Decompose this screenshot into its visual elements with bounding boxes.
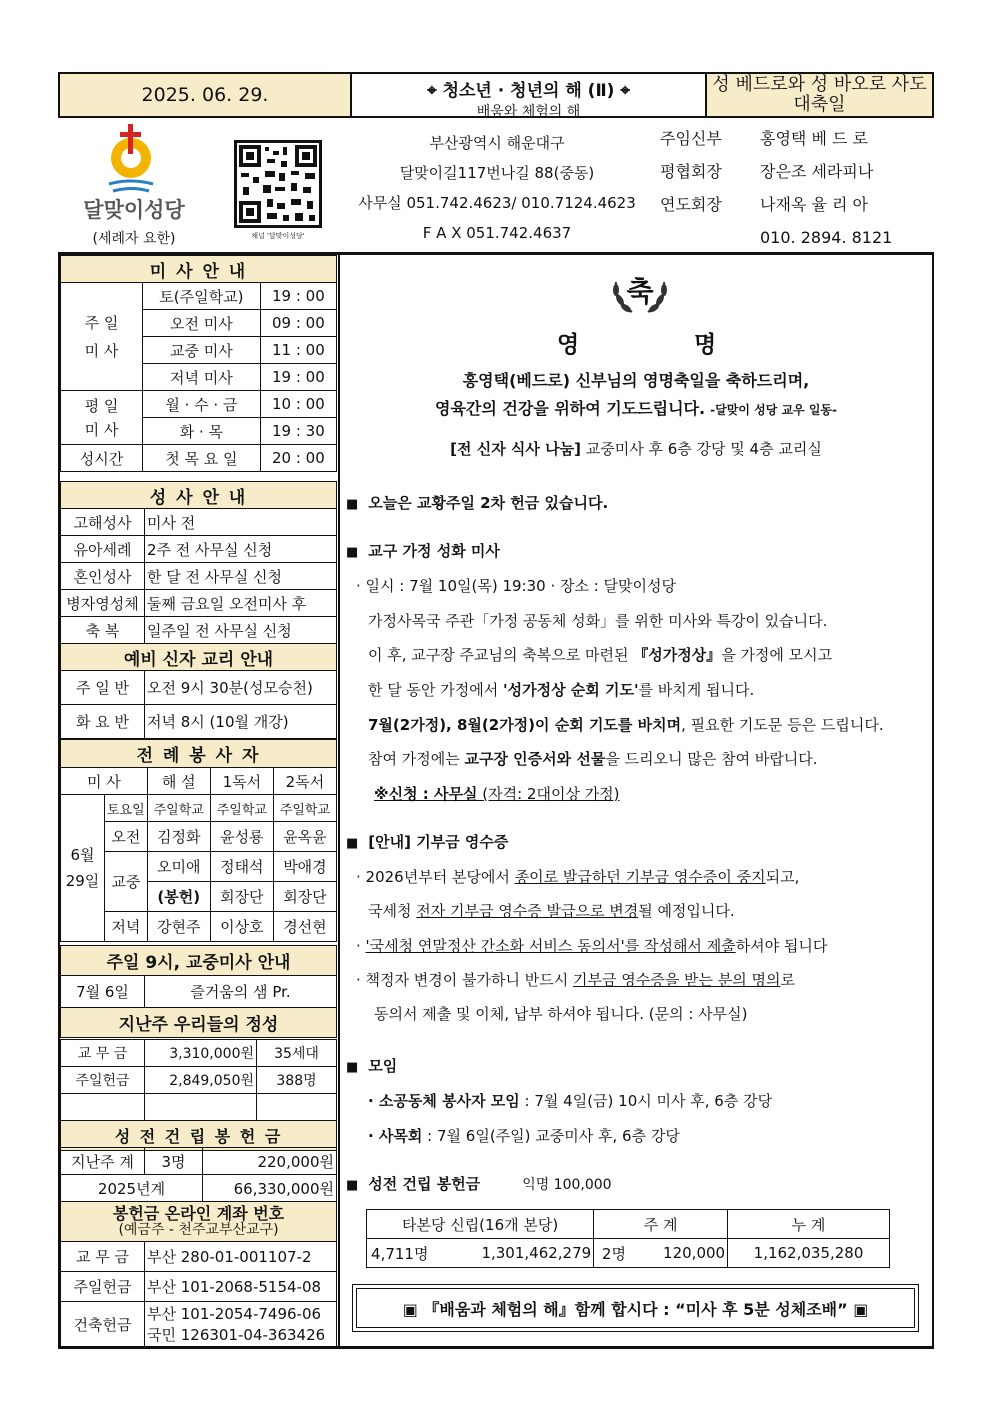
liturgy-table [60, 739, 337, 942]
fax-number: F A X 051.742.4637 [422, 224, 572, 242]
liturgy-person: 회장단 [210, 882, 273, 912]
notice-building-fund: ■ 성전 건립 봉헌금 익명 100,000 [346, 1175, 612, 1193]
offering-name: 주일헌금 [61, 1067, 145, 1094]
holy-hour-day: 첫 목 요 일 [143, 445, 261, 472]
mass-time: 10 : 00 [260, 391, 336, 418]
feast-title: 성 베드로와 성 바오로 사도 대축일 [712, 74, 927, 115]
notice-family-mass: ■ 교구 가정 성화 미사 [346, 542, 500, 560]
account-name: 교 무 금 [61, 1242, 145, 1272]
mass-name: 토(주일학교) [143, 283, 261, 310]
account-number: 국민 126301-04-363426 [147, 1325, 326, 1344]
chuk-char: 축 [626, 275, 654, 308]
notice-receipt: ■ [안내] 기부금 영수증 [346, 833, 509, 851]
fund-count: 2명 [594, 1239, 634, 1268]
liturgy-person: 오미애 [147, 852, 210, 882]
fund-count: 4,711명 [367, 1239, 433, 1268]
mass-name: 오전 미사 [143, 310, 261, 337]
sacrament-name: 혼인성사 [61, 563, 145, 590]
building-last-amount: 220,000원 [203, 1148, 337, 1175]
catechism-class: 화 요 반 [61, 705, 145, 739]
liturgy-person: 주일학교 [273, 795, 336, 822]
parish-address [352, 128, 642, 248]
offering-table [60, 1039, 337, 1151]
holy-hour-label: 성시간 [61, 445, 143, 472]
liturgy-person: 주일학교 [210, 795, 273, 822]
meeting-item: · 소공동체 봉사자 모임 : 7월 4일(금) 10시 미사 후, 6층 강당 [368, 1092, 773, 1110]
sacrament-info: 미사 전 [145, 509, 337, 536]
staff-phone: 010. 2894. 8121 [760, 228, 893, 247]
receipt-desc: 동의서 제출 및 이체, 납부 하셔야 됩니다. (문의 : 사무실) [374, 1005, 748, 1023]
offering-name: 교 무 금 [61, 1040, 145, 1067]
footer-banner [352, 1284, 919, 1332]
building-year-label: 2025년계 [61, 1175, 203, 1202]
building-title: 성 전 건 립 봉 헌 금 [61, 1121, 337, 1151]
building-last-count: 3명 [145, 1148, 203, 1175]
offering-count: 388명 [257, 1067, 337, 1094]
receipt-desc: · 2026년부터 본당에서 종이로 발급하던 기부금 영수증이 중지되고, [356, 868, 800, 886]
address-line2: 달맞이길117번나길 88(중동) [399, 164, 595, 182]
family-mass-desc: 한 달 동안 가정에서 '성가정상 순회 기도'를 바치게 됩니다. [368, 681, 755, 699]
account-number: 부산 280-01-001107-2 [145, 1242, 337, 1272]
family-mass-desc: 이 후, 교구장 주교님의 축복으로 마련된 『성가정상』을 가정에 모시고 [368, 646, 833, 664]
holy-hour-time: 20 : 00 [260, 445, 336, 472]
celebration-emblem [606, 268, 674, 316]
offering-amount: 2,849,050원 [145, 1067, 257, 1094]
nine-mass-title: 주일 9시, 교중미사 안내 [61, 946, 337, 976]
staff-row: 연도회장 나재옥 율 리 아 [660, 195, 868, 214]
liturgy-head: 2독서 [273, 768, 336, 795]
sacrament-name: 고해성사 [61, 509, 145, 536]
family-mass-desc: 가정사목국 주관「가정 공동체 성화」를 위한 미사와 특강이 있습니다. [368, 612, 828, 630]
liturgy-title: 전 례 봉 사 자 [61, 740, 337, 768]
feast-word-1: 영 [557, 332, 580, 358]
sacrament-info: 한 달 전 사무실 신청 [145, 563, 337, 590]
liturgy-person: 박애경 [273, 852, 336, 882]
staff-row: 평협회장 장은조 세라피나 [660, 162, 874, 181]
column-divider [338, 252, 340, 1349]
sacrament-info: 둘째 금요일 오전미사 후 [145, 590, 337, 617]
receipt-desc: · '국세청 연말정산 간소화 서비스 동의서'를 작성해서 제출하셔야 됩니다 [356, 937, 828, 955]
sacrament-title: 성 사 안 내 [61, 482, 337, 509]
liturgy-mass: 토요일 [105, 795, 148, 822]
nine-mass-date: 7월 6일 [61, 976, 145, 1008]
footer-text: ▣ 『배움과 체험의 해』함께 합시다 : “미사 후 5분 성체조배” ▣ [356, 1288, 915, 1328]
account-name: 건축헌금 [61, 1302, 145, 1348]
family-mass-desc: 참여 가정에는 교구장 인증서와 선물을 드리오니 많은 참여 바랍니다. [368, 750, 818, 768]
mass-time: 19 : 30 [260, 418, 336, 445]
account-name: 주일헌금 [61, 1272, 145, 1302]
account-holder: (예금주 - 천주교부산교구) [118, 1221, 279, 1238]
notice-meetings: ■ 모임 [346, 1057, 398, 1075]
staff-list [660, 122, 930, 254]
fund-amount: 120,000 [634, 1239, 728, 1268]
office-phone: 사무실 051.742.4623/ 010.7124.4623 [358, 194, 636, 212]
sacrament-info: 2주 전 사무실 신청 [145, 536, 337, 563]
family-mass-desc: 7월(2가정), 8월(2가정)이 순회 기도를 바치며, 필요한 기도문 등은 드립니다. [368, 716, 884, 734]
liturgy-mass: 오전 [105, 822, 148, 852]
qr-code[interactable] [234, 140, 322, 228]
logo-name: 달맞이성당 [83, 198, 185, 222]
fund-total: 1,162,035,280 [728, 1239, 890, 1268]
mass-time: 19 : 00 [260, 364, 336, 391]
sunday-mass-label: 주 일 미 사 [61, 283, 143, 391]
liturgy-person: 회장단 [273, 882, 336, 912]
liturgy-mass: 교중 [105, 852, 148, 912]
meal-notice: [전 신자 식사 나눔] 교중미사 후 6층 강당 및 4층 교리실 [450, 440, 822, 458]
sacrament-info: 일주일 전 사무실 신청 [145, 617, 337, 644]
year-title: ⌖ 청소년 · 청년의 해 (Ⅱ) ⌖ [427, 81, 630, 101]
patron-saint: (세례자 요한) [92, 231, 176, 247]
year-subtitle: 배움와 체험의 해 [476, 104, 581, 120]
bulletin-date: 2025. 06. 29. [141, 84, 269, 106]
fund-head: 누 계 [728, 1210, 890, 1239]
weekday-mass-label: 평 일 미 사 [61, 391, 143, 445]
liturgy-person: 경선현 [273, 912, 336, 942]
staff-row: 주임신부 홍영택 베 드 로 [660, 129, 868, 148]
liturgy-head: 1독서 [210, 768, 273, 795]
qr-icon [237, 143, 319, 225]
catechism-info: 저녁 8시 (10월 개강) [145, 705, 337, 739]
liturgy-person: 이상호 [210, 912, 273, 942]
building-last-label: 지난주 계 [61, 1148, 145, 1175]
mass-table [60, 255, 337, 472]
account-title: 봉헌금 온라인 계좌 번호 [112, 1203, 285, 1223]
mass-name: 월 · 수 · 금 [143, 391, 261, 418]
offering-count: 35세대 [257, 1040, 337, 1067]
liturgy-head: 해 설 [147, 768, 210, 795]
liturgy-person: 강현주 [147, 912, 210, 942]
congrats-line2: 영육간의 건강을 위하여 기도드립니다. -달맞이 성당 교우 일동- [434, 399, 837, 418]
liturgy-person: 윤옥윤 [273, 822, 336, 852]
receipt-desc: 국세청 전자 기부금 영수증 발급으로 변경될 예정입니다. [368, 902, 735, 920]
catechism-title: 예비 신자 교리 안내 [61, 644, 337, 671]
qr-caption: 채널 '달맞이성당' [251, 232, 305, 240]
feast-word-2: 명 [694, 332, 717, 358]
parish-logo [74, 122, 194, 248]
header-band [58, 72, 934, 118]
liturgy-person: 윤성룡 [210, 822, 273, 852]
account-header [61, 1202, 337, 1242]
fund-amount: 1,301,462,279 [433, 1239, 594, 1268]
sacrament-name: 축 복 [61, 617, 145, 644]
liturgy-head: 미 사 [61, 768, 148, 795]
account-number: 부산 101-2054-7496-06 [147, 1304, 322, 1323]
mass-name: 교중 미사 [143, 337, 261, 364]
nine-mass-choir: 즐거움의 샘 Pr. [145, 976, 337, 1008]
mass-name: 화 · 목 [143, 418, 261, 445]
account-number: 부산 101-2068-5154-08 [145, 1272, 337, 1302]
mass-time: 19 : 00 [260, 283, 336, 310]
liturgy-person: 주일학교 [147, 795, 210, 822]
fund-head: 주 계 [594, 1210, 728, 1239]
sacrament-name: 유아세례 [61, 536, 145, 563]
liturgy-person: 정태석 [210, 852, 273, 882]
congrats-line1: 홍영택(베드로) 신부님의 영명축일을 축하드리며, [462, 371, 810, 390]
year-theme [350, 74, 707, 120]
liturgy-date: 6월 29일 [61, 795, 105, 942]
mass-name: 저녁 미사 [143, 364, 261, 391]
mass-time: 09 : 00 [260, 310, 336, 337]
building-table [60, 1147, 337, 1202]
mass-time: 11 : 00 [260, 337, 336, 364]
account-table [60, 1201, 337, 1348]
address-line1: 부산광역시 해운대구 [429, 134, 565, 152]
offering-amount: 3,310,000원 [145, 1040, 257, 1067]
offering-title: 지난주 우리들의 정성 [61, 1008, 337, 1038]
catechism-info: 오전 9시 30분(성모승천) [145, 671, 337, 705]
family-mass-when: · 일시 : 7월 10일(목) 19:30 · 장소 : 달맞이성당 [356, 577, 676, 595]
catechism-class: 주 일 반 [61, 671, 145, 705]
liturgy-person: (봉헌) [147, 882, 210, 912]
building-fund-table [366, 1209, 890, 1268]
liturgy-mass: 저녁 [105, 912, 148, 942]
mass-title: 미 사 안 내 [61, 256, 337, 283]
family-mass-apply: ※신청 : 사무실 (자격: 2대이상 가정) [374, 785, 620, 803]
sacrament-name: 병자영성체 [61, 590, 145, 617]
fund-head: 타본당 신립(16개 본당) [367, 1210, 594, 1239]
building-year-amount: 66,330,000원 [203, 1175, 337, 1202]
notice-pope-sunday: ■ 오늘은 교황주일 2차 헌금 있습니다. [346, 494, 609, 512]
receipt-desc: · 책정자 변경이 불가하니 반드시 기부금 영수증을 받는 분의 명의로 [356, 971, 795, 989]
nine-mass-table [60, 945, 337, 1038]
meeting-item: · 사목회 : 7월 6일(주일) 교중미사 후, 6층 강당 [368, 1127, 680, 1145]
sacrament-table [60, 481, 337, 739]
liturgy-person: 김정화 [147, 822, 210, 852]
building-accounts [145, 1302, 337, 1348]
